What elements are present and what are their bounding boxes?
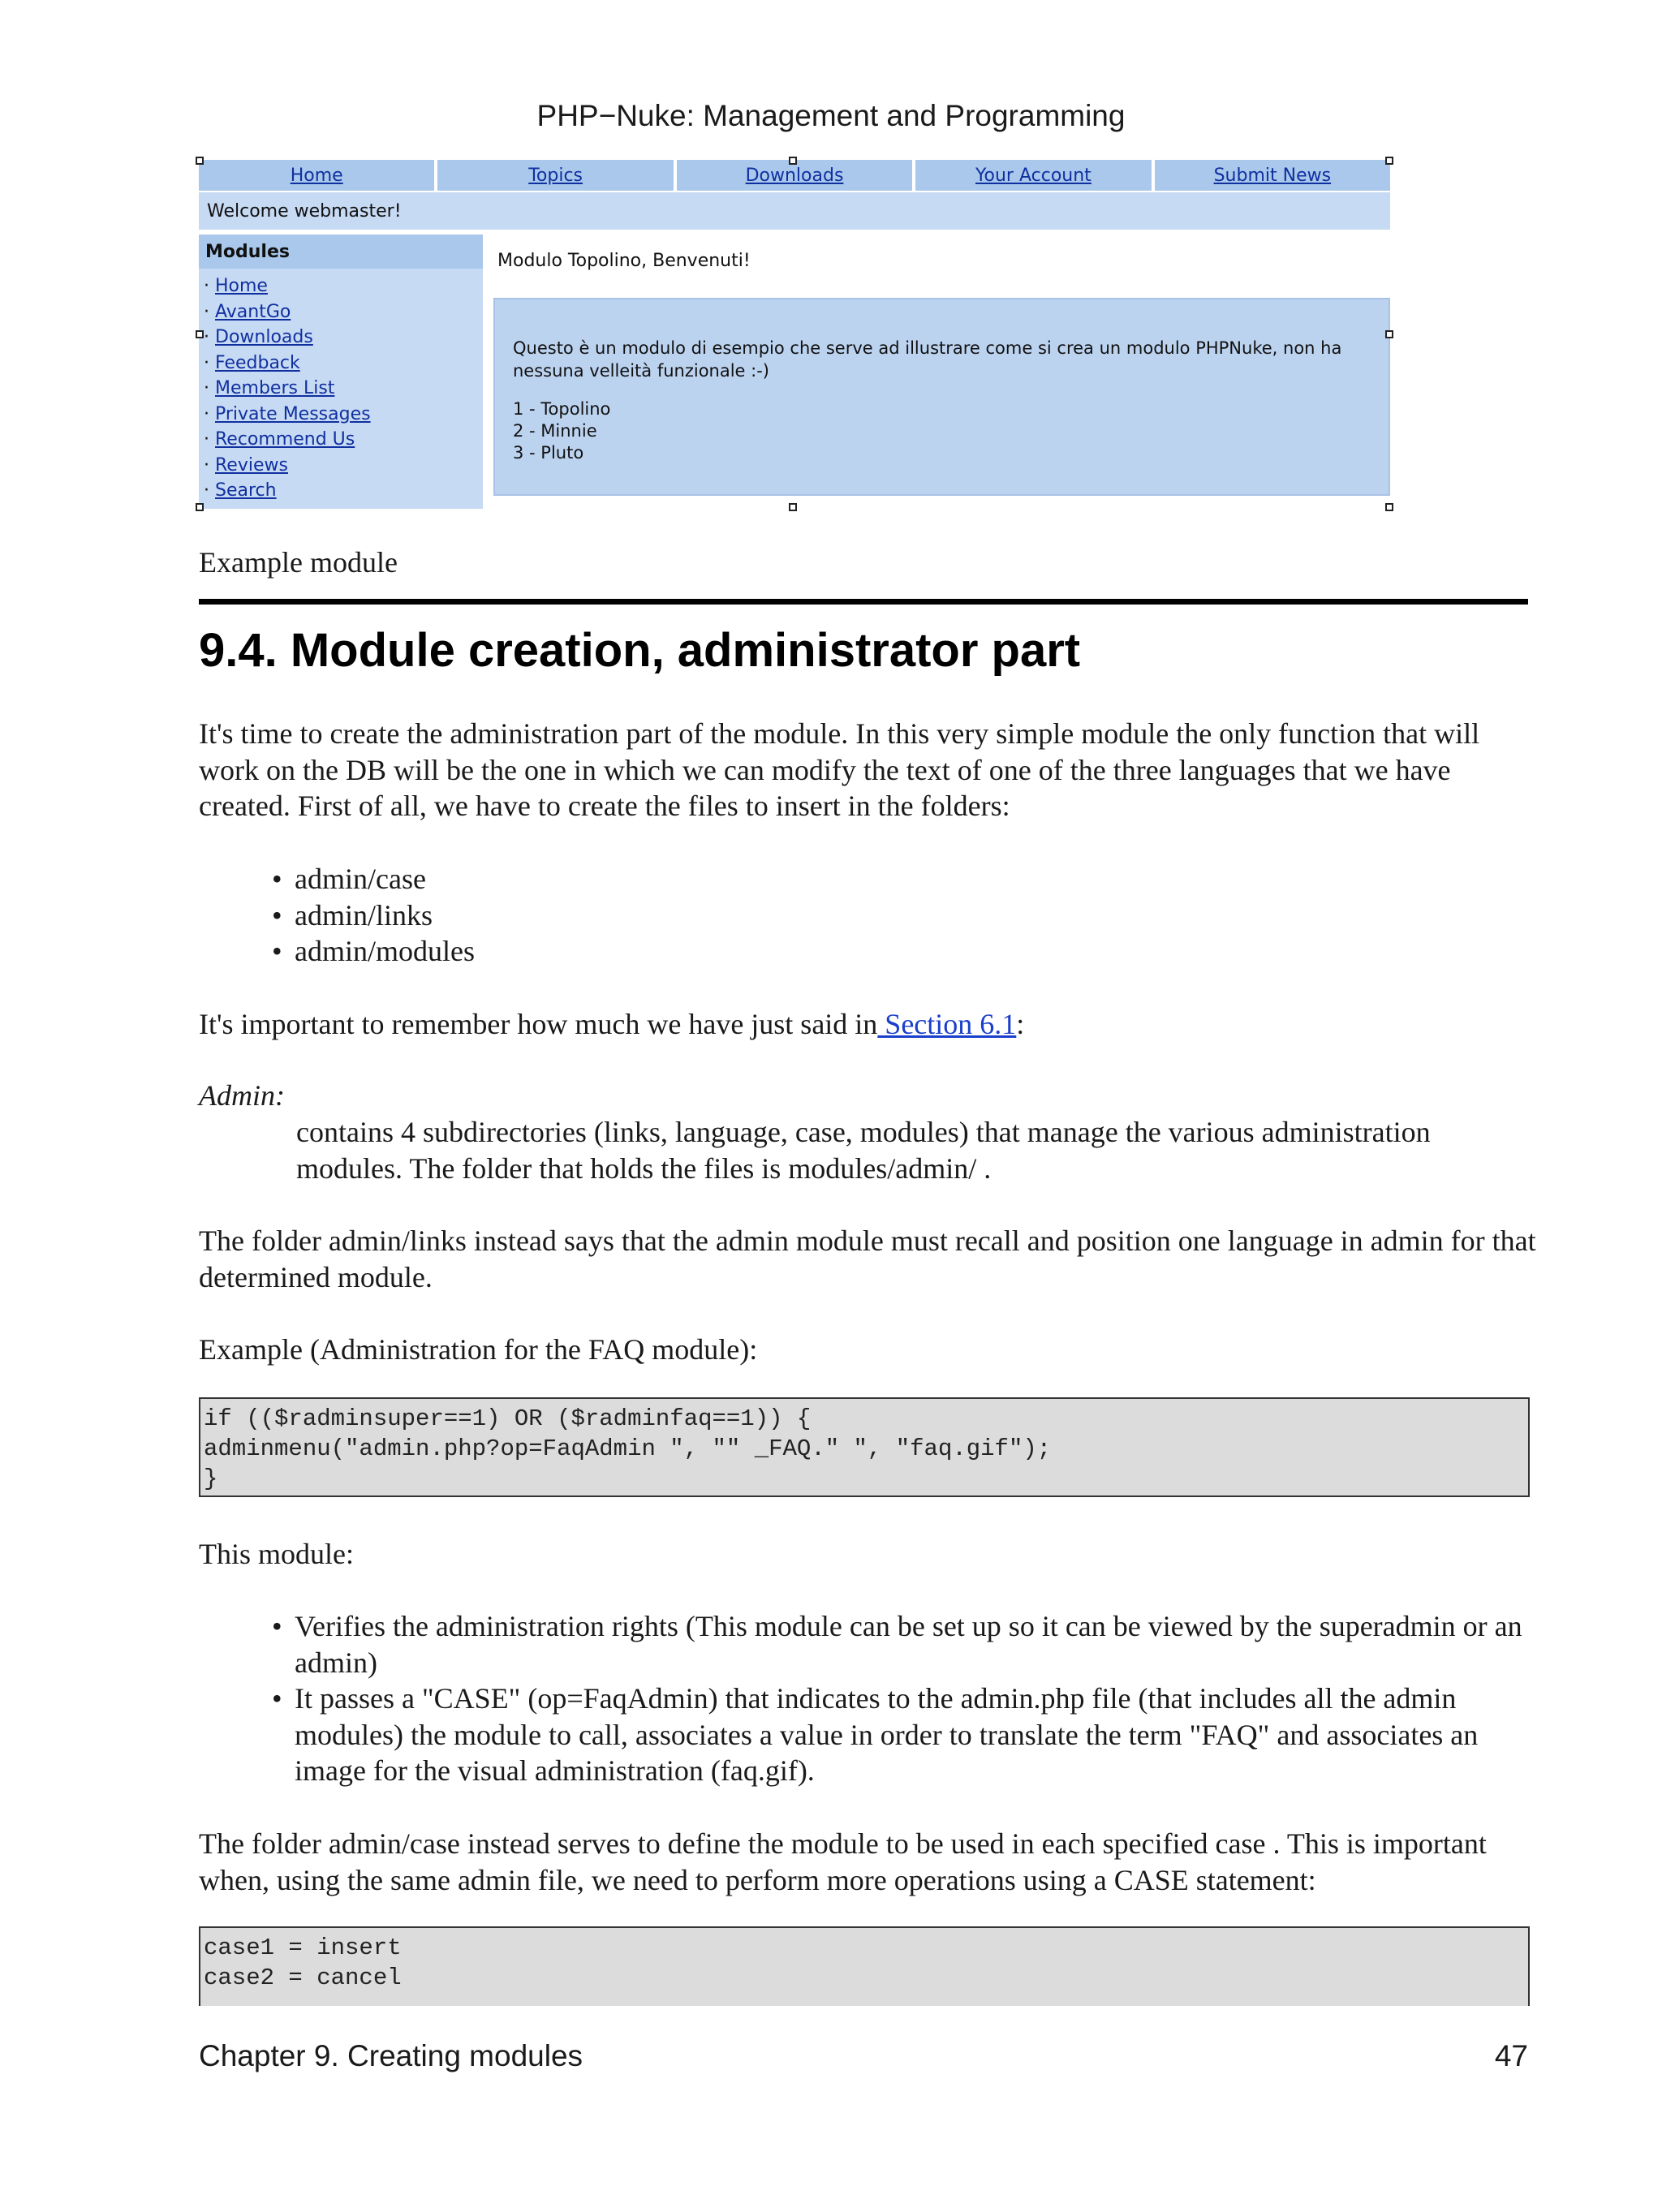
list-item: · Downloads <box>204 327 313 347</box>
list-item: · Members List <box>204 378 335 398</box>
figure-caption: Example module <box>199 546 398 579</box>
list-item: · Reviews <box>204 454 288 476</box>
module-link-private-messages[interactable]: Private Messages <box>215 403 371 424</box>
module-link-recommend-us[interactable]: Recommend Us <box>215 429 355 450</box>
module-points-list <box>272 1608 1538 1789</box>
list-item: · Search <box>204 480 277 501</box>
this-module-label: This module: <box>199 1538 354 1570</box>
module-link-reviews[interactable]: Reviews <box>215 454 288 476</box>
page-header: PHP−Nuke: Management and Programming <box>536 99 1126 132</box>
section-title: 9.4. Module creation, administrator part <box>199 624 1081 677</box>
resize-handle[interactable] <box>1385 157 1393 165</box>
remember-text: It's important to remember how much we have just said in <box>199 1008 878 1040</box>
module-link-home[interactable]: Home <box>215 276 268 296</box>
list-item: • Verifies the administration rights (This module can be set up so it can be viewed by the superadmin or an admin) <box>272 1608 1538 1681</box>
list-item: • admin/links <box>272 897 1538 934</box>
module-greeting: Modulo Topolino, Benvenuti! <box>497 251 751 271</box>
resize-handle[interactable] <box>196 330 204 338</box>
page-number: 47 <box>1494 2039 1528 2072</box>
module-content <box>491 235 1390 509</box>
resize-handle[interactable] <box>789 157 797 165</box>
resize-handle[interactable] <box>1385 503 1393 511</box>
character-list <box>513 398 1372 464</box>
resize-handle[interactable] <box>196 503 204 511</box>
module-link-members-list[interactable]: Members List <box>215 378 335 398</box>
admin-definition: contains 4 subdirectories (links, language, case, modules) that manage the various administration modules. The folder that holds the files is modules/admin/ . <box>296 1116 1431 1185</box>
remember-paragraph <box>199 1006 1538 1043</box>
remember-punctuation: : <box>1016 1008 1025 1040</box>
list-item: · Home <box>204 276 268 296</box>
links-paragraph: The folder admin/links instead says that the admin module must recall and position one language in admin for that determined module. <box>199 1224 1536 1293</box>
list-item: 3 - Pluto <box>513 443 584 463</box>
example-module-screenshot <box>199 160 1390 509</box>
module-link-search[interactable]: Search <box>215 480 277 501</box>
list-item: 1 - Topolino <box>513 399 611 419</box>
resize-handle[interactable] <box>789 503 797 511</box>
nav-downloads-link[interactable]: Downloads <box>677 160 912 191</box>
list-item: · Feedback <box>204 352 300 373</box>
modules-list <box>199 273 483 504</box>
module-description: Questo è un modulo di esempio che serve ad illustrare come si crea un modulo PHPNuke, non ha nessuna velleità funzionale :-) <box>513 338 1342 381</box>
list-item: • It passes a "CASE" (op=FaqAdmin) that indicates to the admin.php file (that includes all the admin modules) the module to call, associates a value in order to translate the term "FAQ" and associates an image for the visual administration (faq.gif). <box>272 1681 1538 1789</box>
list-item: • admin/modules <box>272 933 1538 970</box>
welcome-message: Welcome webmaster! <box>199 192 1390 230</box>
module-link-avantgo[interactable]: AvantGo <box>215 301 291 322</box>
resize-handle[interactable] <box>196 157 204 165</box>
modules-sidebar-title: Modules <box>199 235 483 269</box>
list-item: · AvantGo <box>204 301 291 322</box>
nav-your-account-link[interactable]: Your Account <box>915 160 1151 191</box>
list-item: · Private Messages <box>204 403 371 424</box>
module-link-feedback[interactable]: Feedback <box>215 352 300 373</box>
list-item: 2 - Minnie <box>513 421 597 441</box>
nav-topics-link[interactable]: Topics <box>437 160 673 191</box>
admin-term: Admin: <box>199 1079 285 1112</box>
section-6-1-link[interactable]: Section 6.1 <box>877 1008 1017 1040</box>
resize-handle[interactable] <box>1385 330 1393 338</box>
module-content-box <box>493 298 1390 496</box>
footer-chapter: Chapter 9. Creating modules <box>199 2039 583 2072</box>
section-divider <box>199 599 1528 605</box>
list-item: · Recommend Us <box>204 429 355 450</box>
intro-paragraph: It's time to create the administration part of the module. In this very simple module the only function that will work on the DB will be the one in which we can modify the text of one of the three languages that we have created. First of all, we have to create the files to insert in the folders: <box>199 717 1480 822</box>
folder-list <box>272 861 1538 970</box>
example-intro: Example (Administration for the FAQ module): <box>199 1333 758 1366</box>
nav-submit-news-link[interactable]: Submit News <box>1155 160 1390 191</box>
nav-home-link[interactable]: Home <box>199 160 434 191</box>
case-code-block: case1 = insert case2 = cancel <box>199 1926 1530 2006</box>
modules-sidebar <box>199 235 483 509</box>
module-link-downloads[interactable]: Downloads <box>215 327 313 347</box>
faq-admin-code-block: if (($radminsuper==1) OR ($radminfaq==1)) { adminmenu("admin.php?op=FaqAdmin ", "" _FAQ." ", "faq.gif"); } <box>199 1397 1530 1497</box>
case-paragraph: The folder admin/case instead serves to define the module to be used in each specified case . This is important when, using the same admin file, we need to perform more operations using a CASE statement: <box>199 1827 1487 1896</box>
list-item: • admin/case <box>272 861 1538 897</box>
